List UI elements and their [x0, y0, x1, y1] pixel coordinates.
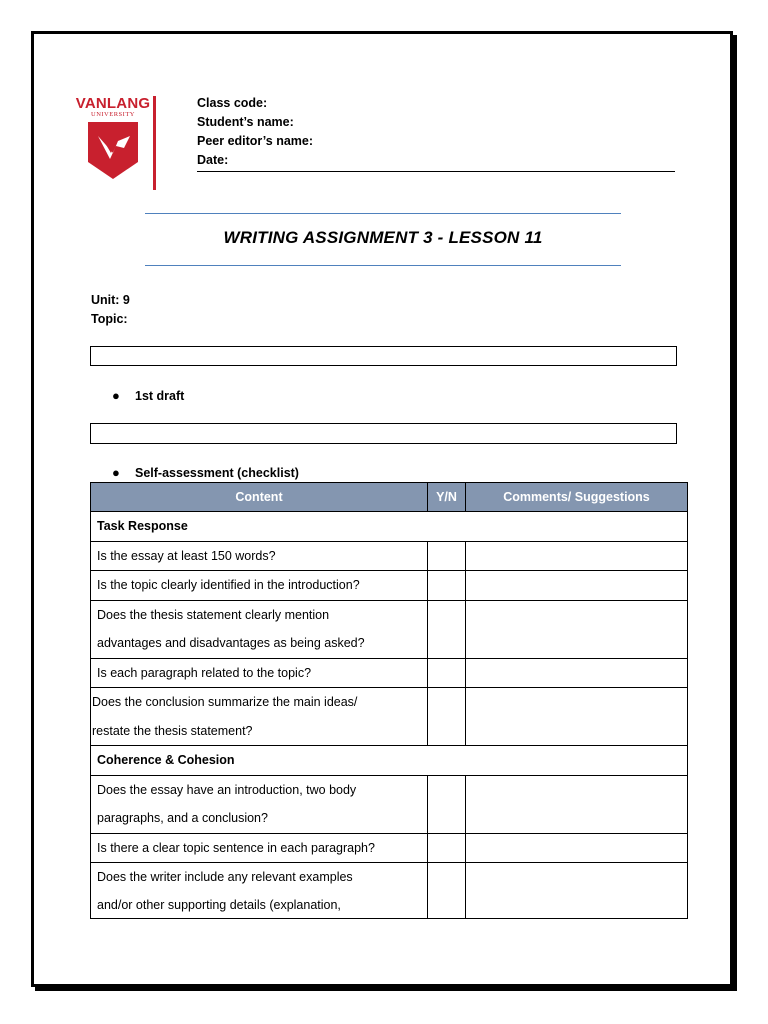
bullet-dot-icon: ●	[112, 388, 120, 403]
criterion-line: advantages and disadvantages as being asked?	[97, 636, 365, 650]
section-row	[91, 512, 688, 542]
comments-cell[interactable]	[466, 600, 688, 658]
date-underline	[197, 171, 675, 172]
yn-cell[interactable]	[428, 541, 466, 571]
criterion-line: Does the thesis statement clearly mention	[97, 607, 330, 622]
yn-cell[interactable]	[428, 688, 466, 746]
table-row	[91, 541, 688, 571]
column-header-content: Content	[91, 483, 428, 512]
comments-cell[interactable]	[466, 833, 688, 863]
criterion-line: restate the thesis statement?	[92, 723, 253, 738]
criterion-text	[91, 688, 428, 746]
table-row	[91, 833, 688, 863]
section-title: Task Response	[91, 512, 688, 542]
criterion-line: and/or other supporting details (explanation,	[97, 897, 341, 912]
title-rule-bottom	[145, 265, 621, 266]
comments-cell[interactable]	[466, 658, 688, 688]
section-title: Coherence & Cohesion	[91, 746, 688, 776]
yn-cell[interactable]	[428, 863, 466, 919]
comments-cell[interactable]	[466, 688, 688, 746]
criterion-text: Is the essay at least 150 words?	[91, 541, 428, 571]
checklist-table	[90, 482, 688, 919]
yn-cell[interactable]	[428, 571, 466, 601]
comments-cell[interactable]	[466, 863, 688, 919]
comments-cell[interactable]	[466, 775, 688, 833]
topic-input-box[interactable]	[90, 346, 677, 366]
unit-topic-block	[91, 291, 130, 329]
criterion-text: Is each paragraph related to the topic?	[91, 658, 428, 688]
bullet-first-draft	[112, 388, 184, 403]
yn-cell[interactable]	[428, 775, 466, 833]
criterion-line: Does the conclusion summarize the main ideas/	[92, 695, 358, 709]
table-row	[91, 688, 688, 746]
self-assessment-label: Self-assessment (checklist)	[135, 466, 299, 480]
column-header-yn: Y/N	[428, 483, 466, 512]
table-header-row	[91, 483, 688, 512]
criterion-text: Is there a clear topic sentence in each paragraph?	[91, 833, 428, 863]
table-row	[91, 600, 688, 658]
shield-icon	[85, 122, 141, 179]
table-row	[91, 658, 688, 688]
criterion-line: Does the essay have an introduction, two body	[97, 782, 357, 797]
logo-divider	[153, 96, 156, 190]
header-fields	[197, 94, 313, 170]
class-code-label: Class code:	[197, 96, 268, 110]
criterion-line: paragraphs, and a conclusion?	[97, 811, 268, 825]
criterion-line: Does the writer include any relevant examples	[97, 870, 353, 884]
page-title: WRITING ASSIGNMENT 3 - LESSON 11	[223, 228, 543, 247]
comments-cell[interactable]	[466, 571, 688, 601]
comments-cell[interactable]	[466, 541, 688, 571]
date-label: Date:	[197, 153, 229, 167]
yn-cell[interactable]	[428, 600, 466, 658]
logo-subtitle: UNIVERSITY	[91, 111, 135, 118]
topic-label: Topic:	[91, 312, 128, 326]
bullet-dot-icon: ●	[112, 465, 120, 480]
first-draft-input-box[interactable]	[90, 423, 677, 444]
yn-cell[interactable]	[428, 833, 466, 863]
section-row	[91, 746, 688, 776]
criterion-text	[91, 775, 428, 833]
unit-label: Unit: 9	[91, 293, 130, 307]
column-header-comments: Comments/ Suggestions	[466, 483, 688, 512]
criterion-text	[91, 600, 428, 658]
first-draft-label: 1st draft	[135, 389, 185, 403]
logo-wordmark: VANLANG	[75, 95, 151, 112]
bullet-self-assessment	[112, 465, 299, 480]
table-row	[91, 863, 688, 919]
table-row	[91, 571, 688, 601]
table-row	[91, 775, 688, 833]
yn-cell[interactable]	[428, 658, 466, 688]
criterion-text	[91, 863, 428, 919]
criterion-text: Is the topic clearly identified in the introduction?	[91, 571, 428, 601]
peer-editor-label: Peer editor’s name:	[197, 134, 314, 148]
student-name-label: Student’s name:	[197, 115, 294, 129]
title-rule-top	[145, 213, 621, 214]
